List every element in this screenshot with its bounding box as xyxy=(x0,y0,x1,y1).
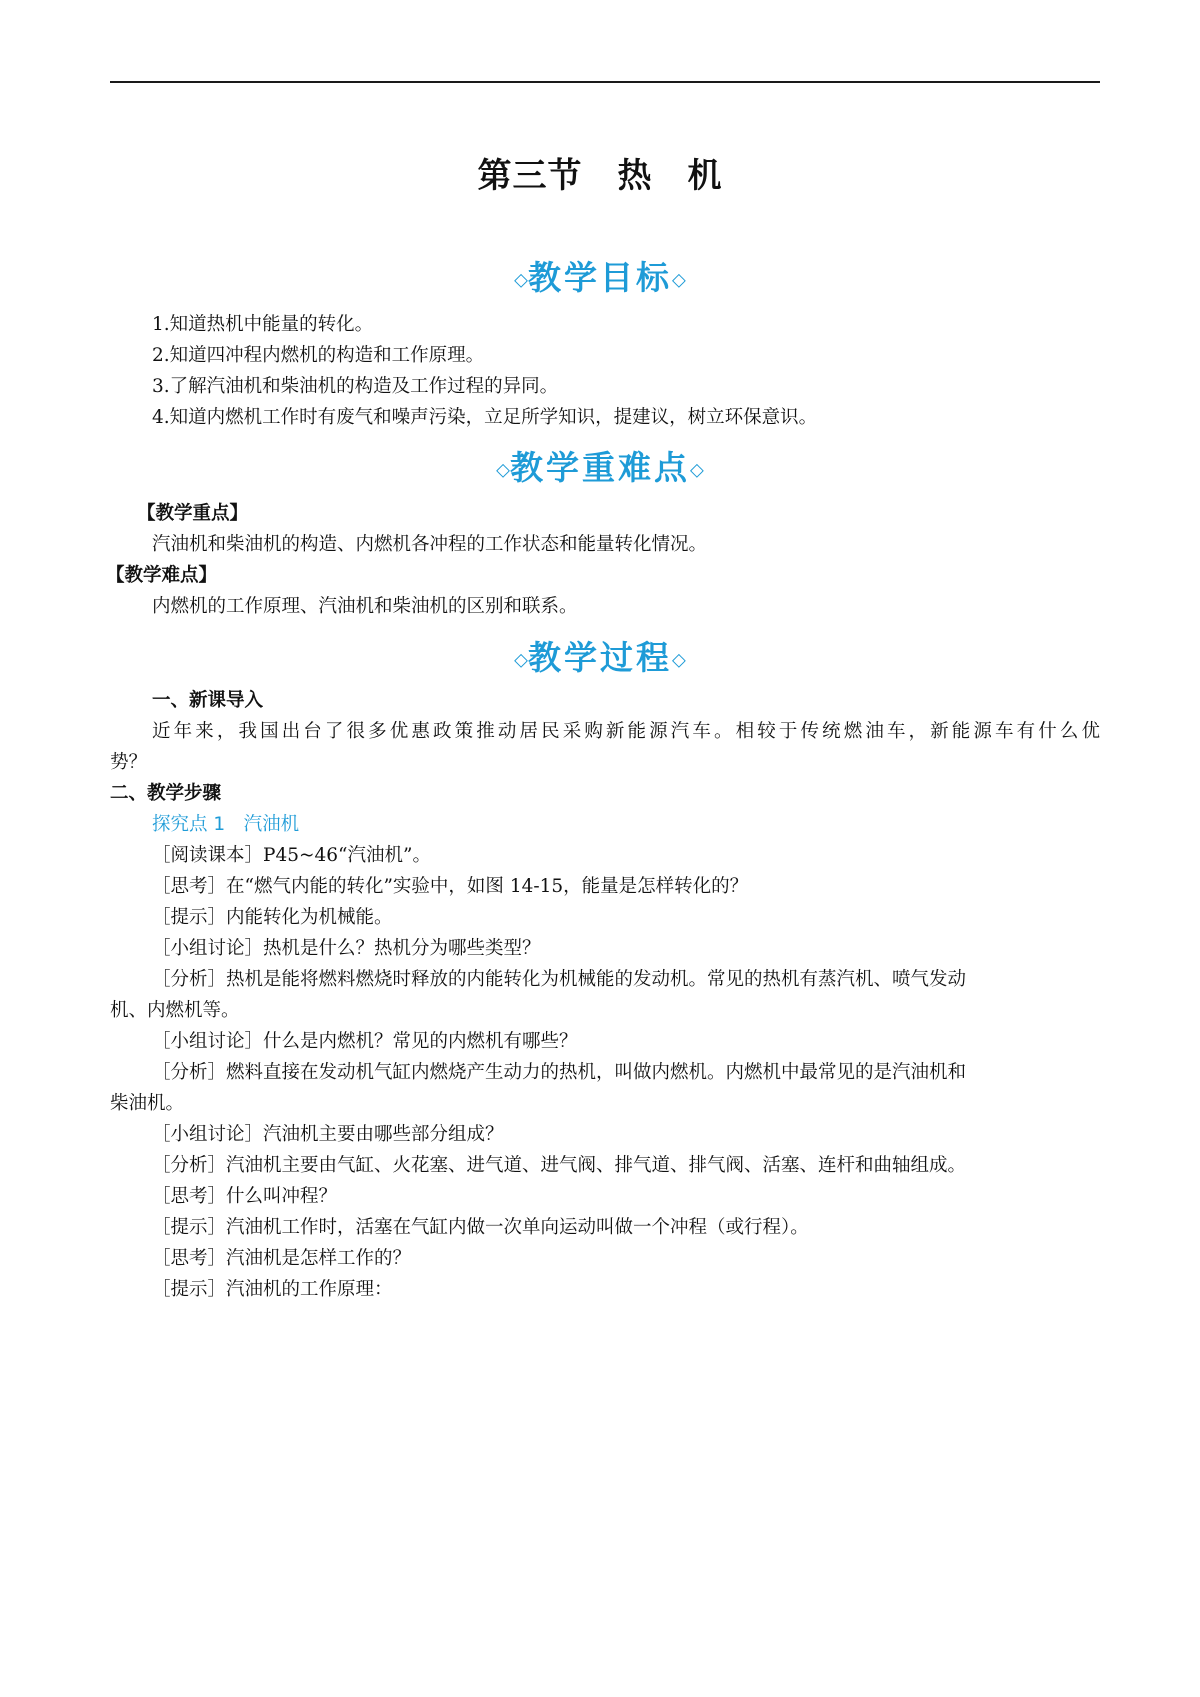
section-heading-process xyxy=(0,632,1200,679)
step-item xyxy=(152,936,541,962)
step-item xyxy=(152,905,393,931)
step-text: 汽油机工作时，活塞在气缸内做一次单向运动叫做一个冲程（或行程）。 xyxy=(226,1217,809,1238)
steps-heading: 二、教学步骤 xyxy=(110,783,222,804)
step-tag: ［思考］ xyxy=(152,1186,227,1207)
step-item xyxy=(152,1277,393,1303)
step-text: 汽油机主要由哪些部分组成？ xyxy=(263,1124,504,1145)
step-item xyxy=(152,1060,966,1086)
section-title: 教学重难点 xyxy=(510,448,690,487)
diamond-icon: ◇ xyxy=(514,649,528,671)
step-tag: ［提示］ xyxy=(152,907,227,928)
step-text: 什么叫冲程？ xyxy=(226,1186,338,1207)
step-text: 汽油机是怎样工作的？ xyxy=(226,1248,412,1269)
step-tag: ［小组讨论］ xyxy=(152,1124,264,1145)
diamond-icon: ◇ xyxy=(672,269,686,291)
step-item xyxy=(152,967,966,993)
objective-item: 4.知道内燃机工作时有废气和噪声污染，立足所学知识，提建议，树立环保意识。 xyxy=(152,407,818,428)
step-tag: ［思考］ xyxy=(152,876,227,897)
intro-text: 近年来，我国出台了很多优惠政策推动居民采购新能源汽车。相较于传统燃油车，新能源车有什么优 xyxy=(152,721,1100,742)
intro-text-cont: 势？ xyxy=(110,752,148,773)
step-tag: ［小组讨论］ xyxy=(152,938,264,959)
intro-heading: 一、新课导入 xyxy=(152,690,264,711)
step-text: 汽油机主要由气缸、火花塞、进气道、进气阀、排气道、排气阀、活塞、连杆和曲轴组成。 xyxy=(226,1155,967,1176)
step-text: P45~46“汽油机”。 xyxy=(263,845,431,866)
step-tag: ［小组讨论］ xyxy=(152,1031,264,1052)
difficulty-label: 【教学难点】 xyxy=(106,565,218,586)
step-tag: ［分析］ xyxy=(152,1062,227,1083)
step-item-cont: 柴油机。 xyxy=(110,1093,185,1114)
focus-text: 汽油机和柴油机的构造、内燃机各冲程的工作状态和能量转化情况。 xyxy=(152,534,708,555)
section-heading-key-points xyxy=(0,442,1200,489)
objective-item: 3.了解汽油机和柴油机的构造及工作过程的异同。 xyxy=(152,376,559,397)
step-tag: ［思考］ xyxy=(152,1248,227,1269)
diamond-icon: ◇ xyxy=(496,459,510,481)
difficulty-text: 内燃机的工作原理、汽油机和柴油机的区别和联系。 xyxy=(152,596,578,617)
step-tag: ［分析］ xyxy=(152,1155,227,1176)
section-title: 教学过程 xyxy=(528,638,672,677)
objective-item: 2.知道四冲程内燃机的构造和工作原理。 xyxy=(152,345,485,366)
section-title: 教学目标 xyxy=(528,258,672,297)
step-item-cont: 机、内燃机等。 xyxy=(110,1000,240,1021)
step-text: 热机是能将燃料燃烧时释放的内能转化为机械能的发动机。常见的热机有蒸汽机、喷气发动 xyxy=(226,969,967,990)
diamond-icon: ◇ xyxy=(514,269,528,291)
step-text: 汽油机的工作原理： xyxy=(226,1279,393,1300)
diamond-icon: ◇ xyxy=(690,459,704,481)
diamond-icon: ◇ xyxy=(672,649,686,671)
step-tag: ［分析］ xyxy=(152,969,227,990)
page-title: 第三节 热 机 xyxy=(477,156,723,196)
section-heading-objectives xyxy=(0,252,1200,299)
step-item xyxy=(152,1029,578,1055)
step-item xyxy=(152,1153,966,1179)
step-tag: ［提示］ xyxy=(152,1279,227,1300)
step-item xyxy=(152,874,748,900)
step-text: 热机是什么？热机分为哪些类型？ xyxy=(263,938,541,959)
step-item xyxy=(152,843,431,869)
objective-item: 1.知道热机中能量的转化。 xyxy=(152,314,374,335)
step-item xyxy=(152,1122,504,1148)
step-text: 在“燃气内能的转化”实验中，如图 14-15，能量是怎样转化的？ xyxy=(226,876,749,897)
step-item xyxy=(152,1246,411,1272)
explore-point-label: 探究点 1 汽油机 xyxy=(152,814,300,835)
step-item xyxy=(152,1215,809,1241)
step-tag: ［阅读课本］ xyxy=(152,845,264,866)
step-item xyxy=(152,1184,337,1210)
step-tag: ［提示］ xyxy=(152,1217,227,1238)
step-text: 燃料直接在发动机气缸内燃烧产生动力的热机，叫做内燃机。内燃机中最常见的是汽油机和 xyxy=(226,1062,967,1083)
step-text: 内能转化为机械能。 xyxy=(226,907,393,928)
focus-label: 【教学重点】 xyxy=(137,503,249,524)
header-rule xyxy=(110,81,1100,83)
step-text: 什么是内燃机？常见的内燃机有哪些？ xyxy=(263,1031,578,1052)
